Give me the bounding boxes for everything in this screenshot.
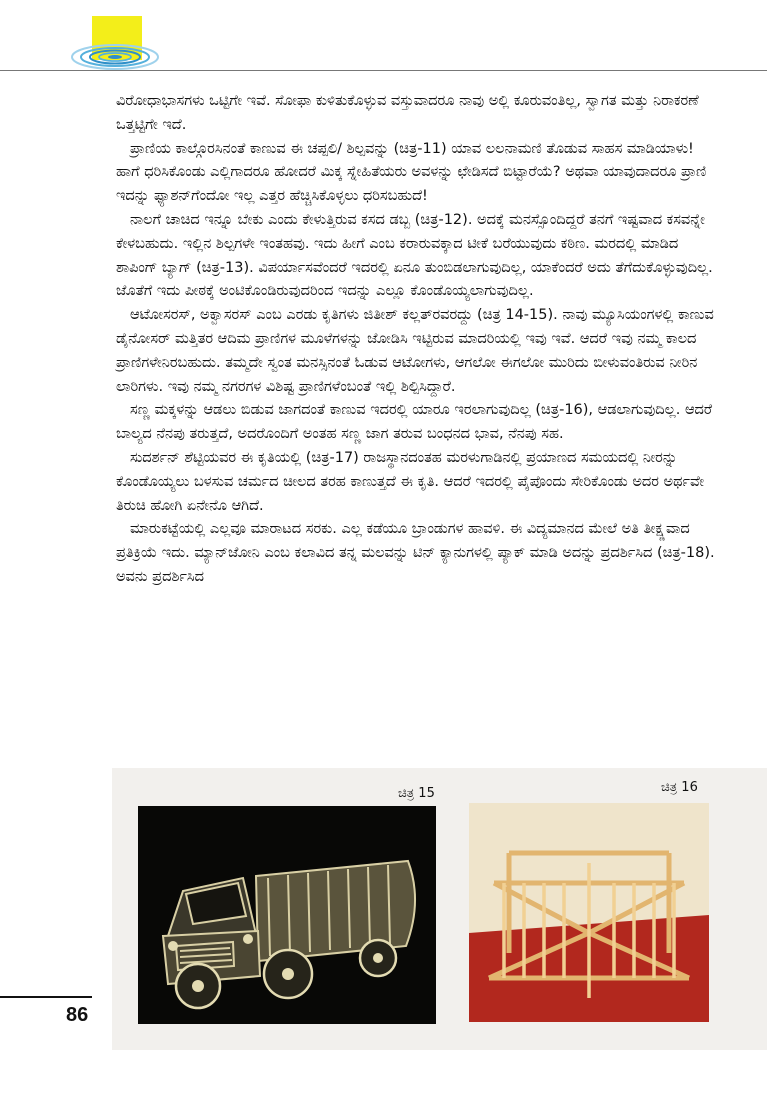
figure-caption: ಚಿತ್ರ 16 xyxy=(661,780,698,795)
header-divider xyxy=(0,70,767,71)
paragraph: ಮಾರುಕಟ್ಟೆಯಲ್ಲಿ ಎಲ್ಲವೂ ಮಾರಾಟದ ಸರಕು. ಎಲ್ಲ ಕಡೆಯೂ ಬ್ರಾಂಡುಗಳ ಹಾವಳಿ. ಈ ವಿದ್ಯಮಾನದ ಮೇಲೆ ಅತಿ ತೀಕ್ಷ್ಣವಾದ ಪ್ರತಿಕ್ರಿಯೆ ಇದು. ಮ್ಯಾನ್‌ಜೋನಿ ಎಂಬ ಕಲಾವಿದ ತನ್ನ ಮಲವನ್ನು ಟಿನ್ ಕ್ಯಾನುಗಳಲ್ಲಿ ಪ್ಯಾಕ್ ಮಾಡಿ ಅದನ್ನು ಪ್ರದರ್ಶಿಸಿದ (ಚಿತ್ರ-18). ಅವನು ಪ್ರದರ್ಶಿಸಿದ xyxy=(116,521,715,585)
paragraph: ಆಟೋಸರಸ್, ಅಕ್ವಾಸರಸ್ ಎಂಬ ಎರಡು ಕೃತಿಗಳು ಜಿತೀಶ್ ಕಲ್ಲತ್‌ರವರದ್ದು (ಚಿತ್ರ 14-15). ನಾವು ಮ್ಯೂಸಿಯಂಗಳಲ್ಲಿ ಕಾಣುವ ಡೈನೋಸರ್ ಮತ್ತಿತರ ಆದಿಮ ಪ್ರಾಣಿಗಳ ಮೂಳೆಗಳನ್ನು ಜೋಡಿಸಿ ಇಟ್ಟಿರುವ ಮಾದರಿಯಲ್ಲಿ ಇವು ಇವೆ. ಆದರೆ ಇವು ನಮ್ಮ ಕಾಲದ ಪ್ರಾಣಿಗಳೇನಿರಬಹುದು. ತಮ್ಮದೇ ಸ್ವಂತ ಮನಸ್ಸಿನಂತೆ ಓಡುವ ಆಟೋಗಳು, ಆಗಲೋ ಈಗಲೋ ಮುರಿದು ಬೀಳುವಂತಿರುವ ನೀರಿನ ಲಾರಿಗಳು. ಇವು ನಮ್ಮ ನಗರಗಳ ವಿಶಿಷ್ಟ ಪ್ರಾಣಿಗಳೆಂಬಂತೆ ಇಲ್ಲಿ ಶಿಲ್ಪಿಸಿದ್ದಾರೆ. xyxy=(116,307,714,395)
paragraph: ಪ್ರಾಣಿಯ ಕಾಲ್ಗೊರಸಿನಂತೆ ಕಾಣುವ ಈ ಚಪ್ಪಲಿ/ ಶಿಲ್ಪವನ್ನು (ಚಿತ್ರ-11) ಯಾವ ಲಲನಾಮಣಿ ತೊಡುವ ಸಾಹಸ ಮಾಡಿಯಾಳು! ಹಾಗೆ ಧರಿಸಿಕೊಂಡು ಎಲ್ಲಿಗಾದರೂ ಹೋದರೆ ಮಿಕ್ಕ ಸ್ನೇಹಿತೆಯರು ಅವಳನ್ನು ಛೇಡಿಸದೆ ಬಿಟ್ಟಾರೆಯೆ? ಅಥವಾ ಯಾವುದಾದರೂ ಪ್ರಾಣಿ ಇದನ್ನು ಫ್ಯಾಶನ್‌ಗೆಂದೋ ಇಲ್ಲ ಎತ್ತರ ಹೆಚ್ಚಿಸಿಕೊಳ್ಳಲು ಧರಿಸಬಹುದೆ! xyxy=(116,140,707,205)
figure-caption: ಚಿತ್ರ 15 xyxy=(398,786,435,801)
page-number-rule xyxy=(0,996,92,998)
page-number: 86 xyxy=(66,1004,89,1026)
header-logo-rings-icon xyxy=(70,40,160,74)
paragraph: ವಿರೋಧಾಭಾಸಗಳು ಒಟ್ಟಿಗೇ ಇವೆ. ಸೋಫಾ ಕುಳಿತುಕೊಳ್ಳುವ ವಸ್ತುವಾದರೂ ನಾವು ಅಲ್ಲಿ ಕೂರುವಂತಿಲ್ಲ, ಸ್ವಾಗತ ಮತ್ತು ನಿರಾಕರಣೆ ಒತ್ತಟ್ಟಿಗೇ ಇದೆ. xyxy=(116,93,699,133)
paragraph: ನಾಲಗೆ ಚಾಚಿದ ಇನ್ನೂ ಬೇಕು ಎಂದು ಕೇಳುತ್ತಿರುವ ಕಸದ ಡಬ್ಬ (ಚಿತ್ರ-12). ಅದಕ್ಕೆ ಮನಸ್ಸೊಂದಿದ್ದರೆ ತನಗೆ ಇಷ್ಟವಾದ ಕಸವನ್ನೇ ಕೇಳಬಹುದು. ಇಲ್ಲಿನ ಶಿಲ್ಪಗಳೇ ಇಂತಹವು. ಇದು ಹೀಗೆ ಎಂಬ ಕರಾರುವಕ್ಕಾದ ಟೀಕೆ ಬರೆಯುವುದು ಕಠಿಣ. ಮರದಲ್ಲಿ ಮಾಡಿದ ಶಾಪಿಂಗ್ ಬ್ಯಾಗ್ (ಚಿತ್ರ-13). ವಿಪರ್ಯಾಸವೆಂದರೆ ಇದರಲ್ಲಿ ಏನೂ ತುಂಬಿಡಲಾಗುವುದಿಲ್ಲ, ಯಾಕೆಂದರೆ ಅದು ತೆಗೆದುಕೊಳ್ಳುವುದಿಲ್ಲ. ಜೊತೆಗೆ ಇದು ಪೀಠಕ್ಕೆ ಅಂಟಿಕೊಂಡಿರುವುದರಿಂದ ಇದನ್ನು ಎಲ್ಲೂ ಕೊಂಡೊಯ್ಯಲಾಗುವುದಿಲ್ಲ. xyxy=(116,211,713,300)
article-body xyxy=(116,90,716,590)
playpen-sculpture-photo xyxy=(469,803,709,1022)
paragraph: ಸಣ್ಣ ಮಕ್ಕಳನ್ನು ಆಡಲು ಬಿಡುವ ಜಾಗದಂತೆ ಕಾಣುವ ಇದರಲ್ಲಿ ಯಾರೂ ಇರಲಾಗುವುದಿಲ್ಲ (ಚಿತ್ರ-16), ಆಡಲಾಗುವುದಿಲ್ಲ. ಆದರೆ ಬಾಲ್ಯದ ನೆನಪು ತರುತ್ತದೆ, ಅದರೊಂದಿಗೆ ಅಂತಹ ಸಣ್ಣ ಜಾಗ ತರುವ ಬಂಧನದ ಭಾವ, ನೆನಪು ಸಹ. xyxy=(116,402,713,443)
paragraph: ಸುದರ್ಶನ್ ಶೆಟ್ಟಿಯವರ ಈ ಕೃತಿಯಲ್ಲಿ (ಚಿತ್ರ-17) ರಾಜಸ್ಥಾನದಂತಹ ಮರಳುಗಾಡಿನಲ್ಲಿ ಪ್ರಯಾಣದ ಸಮಯದಲ್ಲಿ ನೀರನ್ನು ಕೊಂಡೊಯ್ಯಲು ಬಳಸುವ ಚರ್ಮದ ಚೀಲದ ತರಹ ಕಾಣುತ್ತದೆ ಈ ಕೃತಿ. ಆದರೆ ಇದರಲ್ಲಿ ಪೈಪೊಂದು ಸೇರಿಕೊಂಡು ಅದರ ಅರ್ಥವೇ ತಿರುಚಿ ಹೋಗಿ ಏನೇನೊ ಆಗಿದೆ. xyxy=(116,449,705,514)
truck-sculpture-photo xyxy=(138,806,436,1024)
